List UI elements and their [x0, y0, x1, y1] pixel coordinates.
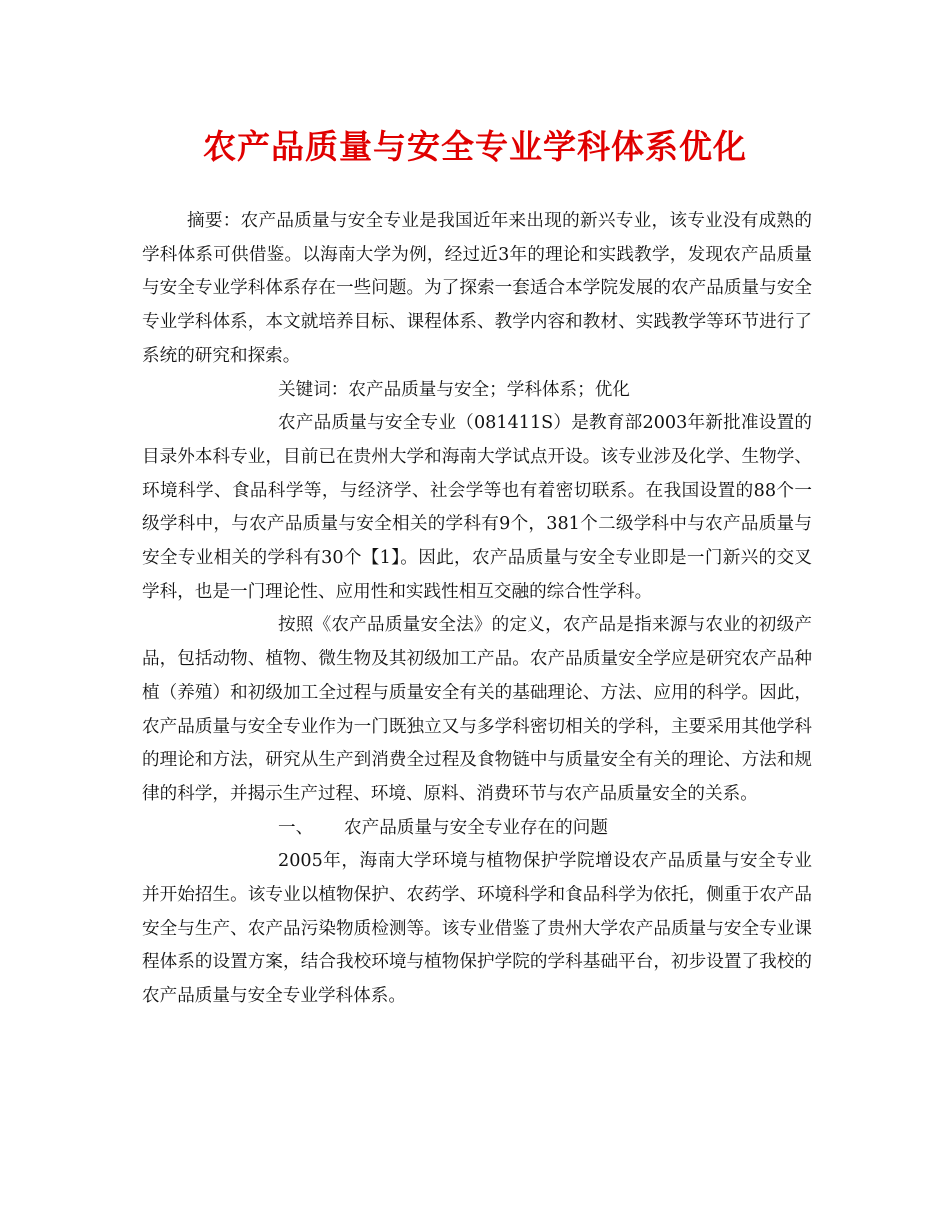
body-paragraph-1: 农产品质量与安全专业（081411S）是教育部2003年新批准设置的目录外本科专业，目前已在贵州大学和海南大学试点开设。该专业涉及化学、生物学、环境科学、食品科学等，与经济学、社会学等也有着密切联系。在我国设置的88个一级学科中，与农产品质量与安全相关的学科有9个，381个二级学科中与农产品质量与安全专业相关的学科有30个【1】。因此，农产品质量与安全专业即是一门新兴的交叉学科，也是一门理论性、应用性和实践性相互交融的综合性学科。 [142, 413, 812, 602]
document-body [142, 205, 812, 1014]
keywords-line: 关键词：农产品质量与安全；学科体系；优化 [278, 379, 630, 400]
abstract-paragraph: 摘要：农产品质量与安全专业是我国近年来出现的新兴专业，该专业没有成熟的学科体系可供借鉴。以海南大学为例，经过近3年的理论和实践教学，发现农产品质量与安全专业学科体系存在一些问题。为了探索一套适合本学院发展的农产品质量与安全专业学科体系，本文就培养目标、课程体系、教学内容和教材、实践教学等环节进行了系统的研究和探索。 [142, 211, 812, 366]
section-paragraph-1: 2005年，海南大学环境与植物保护学院增设农产品质量与安全专业并开始招生。该专业以植物保护、农药学、环境科学和食品科学为依托，侧重于农产品安全与生产、农产品污染物质检测等。该专业借鉴了贵州大学农产品质量与安全专业课程体系的设置方案，结合我校环境与植物保护学院的学科基础平台，初步设置了我校的农产品质量与安全专业学科体系。 [142, 851, 812, 1007]
body-paragraph-2: 按照《农产品质量安全法》的定义，农产品是指来源与农业的初级产品，包括动物、植物、微生物及其初级加工产品。农产品质量安全学应是研究农产品种植（养殖）和初级加工全过程与质量安全有关的基础理论、方法、应用的科学。因此，农产品质量与安全专业作为一门既独立又与多学科密切相关的学科，主要采用其他学科的理论和方法，研究从生产到消费全过程及食物链中与质量安全有关的理论、方法和规律的科学，并揭示生产过程、环境、原料、消费环节与农产品质量安全的关系。 [142, 615, 812, 804]
section-heading [142, 812, 812, 846]
section-number: 一、 [278, 817, 314, 838]
section-heading-text: 农产品质量与安全专业存在的问题 [344, 817, 608, 838]
document-title: 农产品质量与安全专业学科体系优化 [203, 127, 747, 166]
